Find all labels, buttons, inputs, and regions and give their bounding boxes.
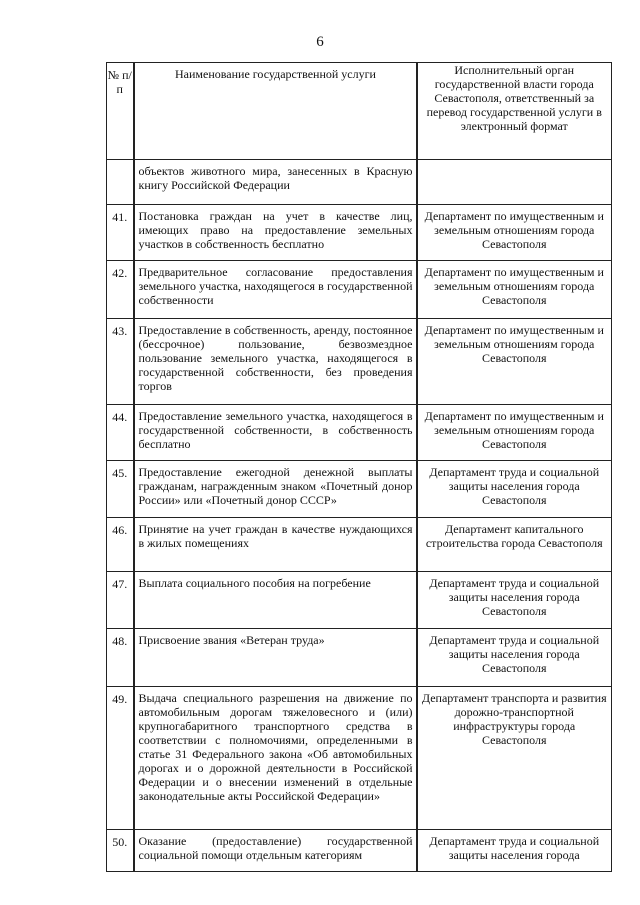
row-org: Департамент труда и социальной защиты населения города bbox=[417, 830, 612, 872]
table-row bbox=[107, 830, 612, 872]
row-num: 43. bbox=[107, 319, 134, 405]
table-row bbox=[107, 405, 612, 461]
row-num: 48. bbox=[107, 629, 134, 687]
row-num: 46. bbox=[107, 518, 134, 572]
header-name: Наименование государственной услуги bbox=[134, 63, 417, 160]
row-service-name: Предоставление ежегодной денежной выплаты гражданам, награжденным знаком «Почетный донор России» или «Почетный донор СССР» bbox=[134, 461, 417, 518]
row-org: Департамент труда и социальной защиты населения города Севастополя bbox=[417, 572, 612, 629]
row-org: Департамент капитального строительства города Севастополя bbox=[417, 518, 612, 572]
row-org bbox=[417, 160, 612, 205]
page-number: 6 bbox=[316, 34, 324, 50]
row-service-name: Предоставление земельного участка, находящегося в государственной собственности, в собственность бесплатно bbox=[134, 405, 417, 461]
row-org: Департамент по имущественным и земельным отношениям города Севастополя bbox=[417, 261, 612, 319]
row-service-name: Выдача специального разрешения на движение по автомобильным дорогам тяжеловесного и (или) крупногабаритного транспортного средства в соответствии с полномочиями, определенными в статье 31 Федерального закона «Об автомобильных дорогах и о дорожной деятельности в Российской Федерации и о внесении изменений в отдельные законодательные акты Российской Федерации» bbox=[134, 687, 417, 830]
row-num bbox=[107, 160, 134, 205]
row-service-name: Предварительное согласование предоставления земельного участка, находящегося в государственной собственности bbox=[134, 261, 417, 319]
header-org: Исполнительный орган государственной власти города Севастополя, ответственный за перевод государственной услуги в электронный формат bbox=[417, 63, 612, 160]
row-service-name: Постановка граждан на учет в качестве лиц, имеющих право на предоставление земельных участков в собственность бесплатно bbox=[134, 205, 417, 261]
row-org: Департамент по имущественным и земельным отношениям города Севастополя bbox=[417, 405, 612, 461]
table-row bbox=[107, 461, 612, 518]
row-num: 42. bbox=[107, 261, 134, 319]
row-org: Департамент труда и социальной защиты населения города Севастополя bbox=[417, 461, 612, 518]
row-num: 50. bbox=[107, 830, 134, 872]
row-service-name: Выплата социального пособия на погребение bbox=[134, 572, 417, 629]
row-org: Департамент транспорта и развития дорожно-транспортной инфраструктуры города Севастополя bbox=[417, 687, 612, 830]
table-row bbox=[107, 629, 612, 687]
row-org: Департамент по имущественным и земельным отношениям города Севастополя bbox=[417, 205, 612, 261]
row-num: 49. bbox=[107, 687, 134, 830]
table-row bbox=[107, 687, 612, 830]
row-num: 45. bbox=[107, 461, 134, 518]
row-service-name: Принятие на учет граждан в качестве нуждающихся в жилых помещениях bbox=[134, 518, 417, 572]
table-row bbox=[107, 205, 612, 261]
row-service-name: Предоставление в собственность, аренду, постоянное (бессрочное) пользование, безвозмездное пользование земельного участка, находящегося в государственной собственности, без проведения торгов bbox=[134, 319, 417, 405]
table-row bbox=[107, 572, 612, 629]
table-row bbox=[107, 319, 612, 405]
row-service-name: Оказание (предоставление) государственной социальной помощи отдельным категориям bbox=[134, 830, 417, 872]
table-row bbox=[107, 261, 612, 319]
services-table bbox=[106, 62, 612, 872]
row-org: Департамент труда и социальной защиты населения города Севастополя bbox=[417, 629, 612, 687]
header-num: № п/п bbox=[107, 63, 134, 160]
row-org: Департамент по имущественным и земельным отношениям города Севастополя bbox=[417, 319, 612, 405]
table-row bbox=[107, 160, 612, 205]
row-num: 44. bbox=[107, 405, 134, 461]
row-num: 41. bbox=[107, 205, 134, 261]
table-header-row bbox=[107, 63, 612, 160]
table-row bbox=[107, 518, 612, 572]
row-num: 47. bbox=[107, 572, 134, 629]
row-service-name: объектов животного мира, занесенных в Красную книгу Российской Федерации bbox=[134, 160, 417, 205]
row-service-name: Присвоение звания «Ветеран труда» bbox=[134, 629, 417, 687]
